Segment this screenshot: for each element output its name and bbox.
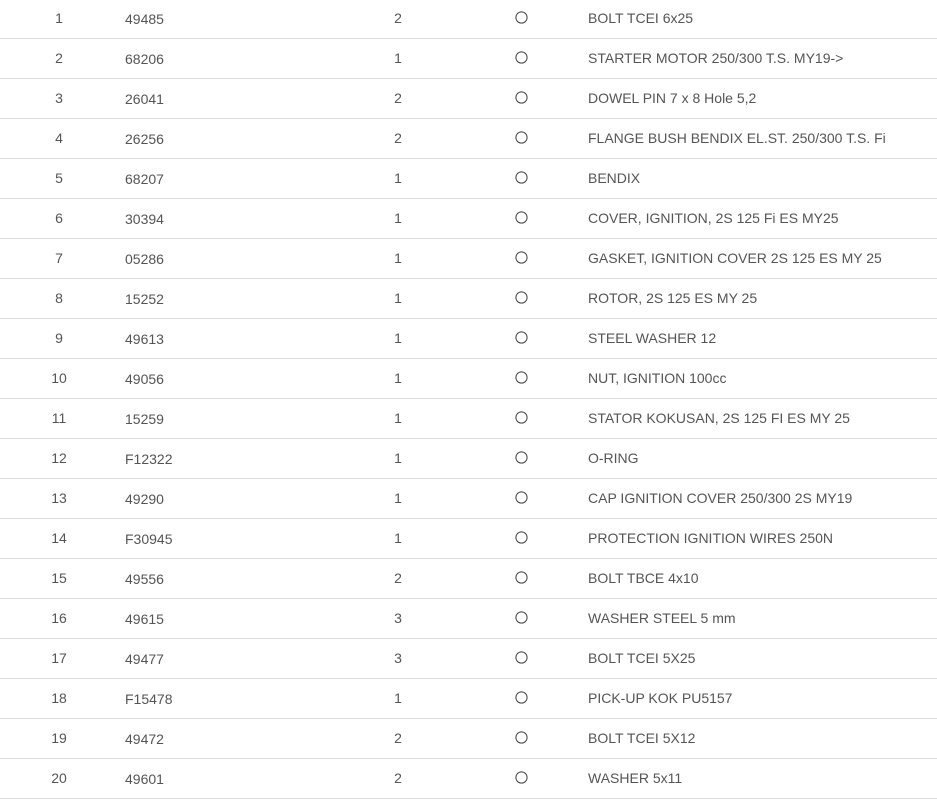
part-description: WASHER 5x11: [588, 770, 683, 786]
item-number: 14: [51, 530, 67, 546]
quantity: 1: [394, 370, 402, 386]
part-description: FLANGE BUSH BENDIX EL.ST. 250/300 T.S. Fi: [588, 130, 886, 146]
quantity: 1: [394, 410, 402, 426]
table-row: [0, 759, 937, 799]
quantity: 1: [394, 210, 402, 226]
radio-circle-icon[interactable]: [515, 291, 528, 304]
item-number: 2: [55, 50, 63, 66]
radio-circle-icon[interactable]: [515, 331, 528, 344]
quantity: 1: [394, 530, 402, 546]
radio-circle-icon[interactable]: [515, 531, 528, 544]
part-code: F15478: [125, 691, 173, 707]
item-number: 15: [51, 570, 67, 586]
part-description: PROTECTION IGNITION WIRES 250N: [588, 530, 834, 546]
part-code: 05286: [125, 251, 164, 267]
quantity: 1: [394, 490, 402, 506]
table-row: [0, 559, 937, 599]
part-code: 49477: [125, 651, 164, 667]
item-number: 8: [55, 290, 63, 306]
radio-circle-icon[interactable]: [515, 211, 528, 224]
radio-circle-icon[interactable]: [515, 51, 528, 64]
part-code: 68206: [125, 51, 164, 67]
part-description: STARTER MOTOR 250/300 T.S. MY19->: [588, 50, 844, 66]
table-row: [0, 159, 937, 199]
part-code: 68207: [125, 171, 164, 187]
table-row: [0, 519, 937, 559]
item-number: 17: [51, 650, 67, 666]
part-code: 49556: [125, 571, 164, 587]
quantity: 1: [394, 450, 402, 466]
quantity: 3: [394, 610, 402, 626]
table-row: [0, 399, 937, 439]
part-description: DOWEL PIN 7 x 8 Hole 5,2: [588, 90, 757, 106]
part-code: 30394: [125, 211, 164, 227]
table-row: [0, 199, 937, 239]
part-description: CAP IGNITION COVER 250/300 2S MY19: [588, 490, 853, 506]
quantity: 1: [394, 290, 402, 306]
item-number: 6: [55, 210, 63, 226]
quantity: 2: [394, 90, 402, 106]
part-description: BOLT TCEI 5X12: [588, 730, 696, 746]
quantity: 2: [394, 130, 402, 146]
item-number: 3: [55, 90, 63, 106]
quantity: 1: [394, 50, 402, 66]
radio-circle-icon[interactable]: [515, 571, 528, 584]
radio-circle-icon[interactable]: [515, 11, 528, 24]
item-number: 18: [51, 690, 67, 706]
item-number: 20: [51, 770, 67, 786]
radio-circle-icon[interactable]: [515, 731, 528, 744]
item-number: 12: [51, 450, 67, 466]
part-code: F30945: [125, 531, 173, 547]
table-row: [0, 279, 937, 319]
quantity: 2: [394, 570, 402, 586]
part-code: F12322: [125, 451, 173, 467]
part-description: BOLT TCEI 6x25: [588, 10, 694, 26]
part-code: 26041: [125, 91, 164, 107]
quantity: 2: [394, 10, 402, 26]
part-code: 15259: [125, 411, 164, 427]
table-row: [0, 719, 937, 759]
part-code: 49290: [125, 491, 164, 507]
part-description: GASKET, IGNITION COVER 2S 125 ES MY 25: [588, 250, 882, 266]
part-code: 26256: [125, 131, 164, 147]
item-number: 19: [51, 730, 67, 746]
radio-circle-icon[interactable]: [515, 411, 528, 424]
part-description: PICK-UP KOK PU5157: [588, 690, 733, 706]
radio-circle-icon[interactable]: [515, 771, 528, 784]
table-row: [0, 319, 937, 359]
radio-circle-icon[interactable]: [515, 491, 528, 504]
quantity: 3: [394, 650, 402, 666]
item-number: 9: [55, 330, 63, 346]
quantity: 2: [394, 730, 402, 746]
item-number: 5: [55, 170, 63, 186]
part-description: O-RING: [588, 450, 639, 466]
table-row: [0, 479, 937, 519]
table-row: [0, 599, 937, 639]
part-code: 49601: [125, 771, 164, 787]
radio-circle-icon[interactable]: [515, 371, 528, 384]
table-row: [0, 0, 937, 39]
part-description: ROTOR, 2S 125 ES MY 25: [588, 290, 758, 306]
part-description: WASHER STEEL 5 mm: [588, 610, 736, 626]
item-number: 13: [51, 490, 67, 506]
radio-circle-icon[interactable]: [515, 91, 528, 104]
table-row: [0, 79, 937, 119]
table-row: [0, 119, 937, 159]
table-row: [0, 439, 937, 479]
radio-circle-icon[interactable]: [515, 651, 528, 664]
table-row: [0, 359, 937, 399]
part-code: 49056: [125, 371, 164, 387]
quantity: 1: [394, 250, 402, 266]
item-number: 11: [51, 410, 67, 426]
part-code: 15252: [125, 291, 164, 307]
part-description: BENDIX: [588, 170, 641, 186]
part-description: STATOR KOKUSAN, 2S 125 FI ES MY 25: [588, 410, 850, 426]
part-code: 49613: [125, 331, 164, 347]
part-description: STEEL WASHER 12: [588, 330, 717, 346]
table-row: [0, 239, 937, 279]
table-row: [0, 39, 937, 79]
part-code: 49485: [125, 11, 164, 27]
radio-circle-icon[interactable]: [515, 171, 528, 184]
radio-circle-icon[interactable]: [515, 131, 528, 144]
quantity: 1: [394, 170, 402, 186]
item-number: 10: [51, 370, 67, 386]
radio-circle-icon[interactable]: [515, 251, 528, 264]
part-code: 49615: [125, 611, 164, 627]
quantity: 1: [394, 330, 402, 346]
table-row: [0, 639, 937, 679]
radio-circle-icon[interactable]: [515, 451, 528, 464]
item-number: 7: [55, 250, 63, 266]
part-description: COVER, IGNITION, 2S 125 Fi ES MY25: [588, 210, 839, 226]
item-number: 1: [55, 10, 63, 26]
item-number: 4: [55, 130, 63, 146]
part-code: 49472: [125, 731, 164, 747]
radio-circle-icon[interactable]: [515, 691, 528, 704]
item-number: 16: [51, 610, 67, 626]
part-description: BOLT TCEI 5X25: [588, 650, 696, 666]
part-description: BOLT TBCE 4x10: [588, 570, 699, 586]
table-row: [0, 679, 937, 719]
radio-circle-icon[interactable]: [515, 611, 528, 624]
quantity: 1: [394, 690, 402, 706]
part-description: NUT, IGNITION 100cc: [588, 370, 727, 386]
quantity: 2: [394, 770, 402, 786]
